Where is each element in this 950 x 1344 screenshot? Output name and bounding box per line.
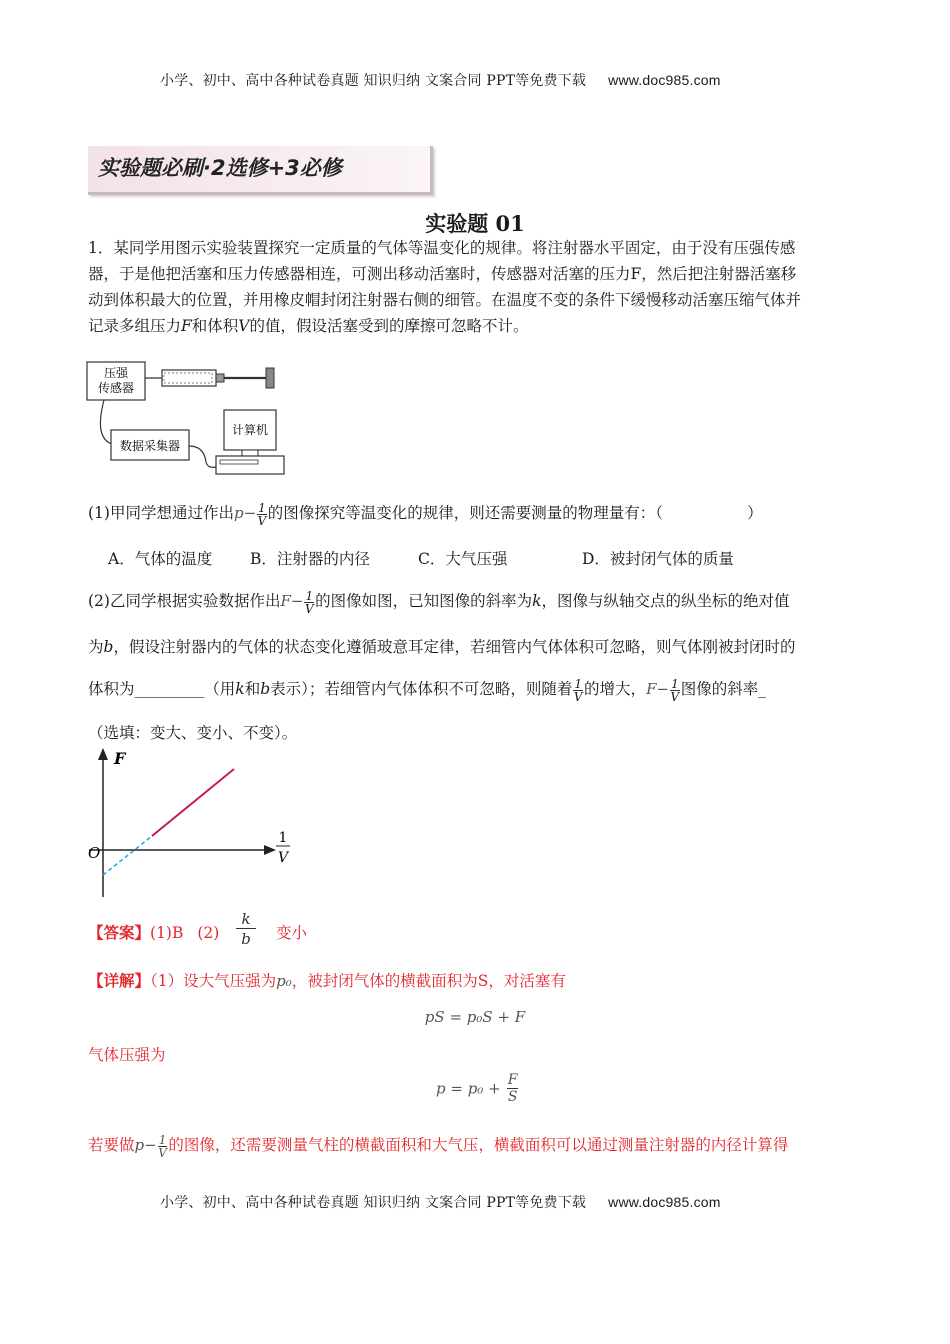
answer-blank-3: _ [758, 680, 766, 698]
part-2-line-1: (2)乙同学根据实验数据作出F− $\frac{1}{V}$ 的图像如图，已知图像的斜率为k，图像与纵轴交点的纵坐标的绝对值 [88, 588, 790, 616]
option-a[interactable]: A．气体的温度 [108, 550, 213, 568]
page-header [160, 70, 721, 90]
answer-blank-2: _________ [134, 680, 205, 698]
extrapolated-dashed-line [103, 836, 152, 875]
computer-label: 计算机 [231, 423, 269, 437]
computer-base [216, 456, 284, 474]
data-line [152, 769, 234, 836]
detail-line-3: 若要做p− $\frac{1}{V}$ 的图像，还需要测量气柱的横截面积和大气压，横截面积可以通过测量注射器的内径计算得 [88, 1132, 789, 1160]
x-label-den: V [277, 850, 289, 866]
intro-line-4: 记录多组压力F和体积V的值，假设活塞受到的摩擦可忽略不计。 [88, 317, 529, 335]
equation-1: pS = p₀S + F [424, 1008, 526, 1026]
intro-line-1: 1．某同学用图示实验装置探究一定质量的气体等温变化的规律。将注射器水平固定，由于没有压强传感 [88, 239, 796, 257]
sensor-label-1: 压强 [103, 366, 129, 380]
intro-line-3: 动到体积最大的位置，并用橡皮帽封闭注射器右侧的细管。在温度不变的条件下缓慢移动活塞压缩气体并 [88, 291, 802, 309]
detail-line-2: 气体压强为 [88, 1046, 166, 1064]
f-vs-inverse-v-graph [84, 742, 296, 902]
y-axis-arrow [98, 748, 108, 760]
part-2-line-3: 体积为_________（用k和b表示）；若细管内气体体积不可忽略，则随着 $\frac{1}{V}$ 的增大，F− $\frac{1}{V}$ 图像的斜率_ [88, 676, 766, 704]
option-d[interactable]: D．被封闭气体的质量 [582, 550, 734, 568]
section-banner [88, 146, 433, 195]
footer-url[interactable]: www.doc985.com [608, 1194, 721, 1210]
footer-text: 小学、初中、高中各种试卷真题 知识归纳 文案合同 PPT等免费下载 [160, 1195, 587, 1211]
page-footer [160, 1192, 721, 1212]
apparatus-diagram [84, 358, 294, 480]
answer-fraction: k b [236, 910, 256, 949]
part-2-line-4: （选填：变大、变小、不变）。 [88, 724, 298, 742]
page-title: 实验题 01 [425, 211, 525, 236]
frac-1-over-v: $\frac{1}{V}$ [257, 500, 267, 528]
collector-label: 数据采集器 [119, 439, 181, 453]
x-axis-arrow [264, 845, 276, 855]
header-text: 小学、初中、高中各种试卷真题 知识归纳 文案合同 PPT等免费下载 [160, 73, 587, 89]
answer-tag: 【答案】 [88, 923, 151, 942]
detail-line-1: 【详解】（1）设大气压强为p₀，被封闭气体的横截面积为S，对活塞有 [88, 971, 566, 990]
header-url[interactable]: www.doc985.com [608, 72, 721, 88]
origin-label: O [88, 844, 101, 862]
question-intro [88, 235, 868, 339]
x-label-num: 1 [278, 830, 288, 846]
equation-2: p = p₀ + $\frac{F}{S}$ [436, 1072, 518, 1105]
plunger-handle [266, 368, 274, 388]
option-c[interactable]: C．大气压强 [418, 550, 508, 568]
syringe-barrel [162, 370, 216, 386]
y-axis-label: F [114, 749, 126, 768]
banner-label: 实验题必刷·2选修+3必修 [98, 156, 342, 180]
sensor-label-2: 传感器 [97, 381, 135, 395]
answer-line: 【答案】(1)B (2) [88, 923, 220, 942]
option-b[interactable]: B．注射器的内径 [250, 550, 370, 568]
answer-part-3: 变小 [276, 924, 308, 942]
part-1-question: (1)甲同学想通过作出p− $\frac{1}{V}$ 的图像探究等温变化的规律，则还需要测量的物理量有：（ ） [88, 500, 763, 528]
intro-line-2: 器，于是他把活塞和压力传感器相连，可测出移动活塞时，传感器对活塞的压力F，然后把注射器活塞移 [88, 265, 797, 283]
part-2-line-2: 为b，假设注射器内的气体的状态变化遵循玻意耳定律，若细管内气体体积可忽略，则气体刚被封闭时的 [88, 638, 796, 656]
